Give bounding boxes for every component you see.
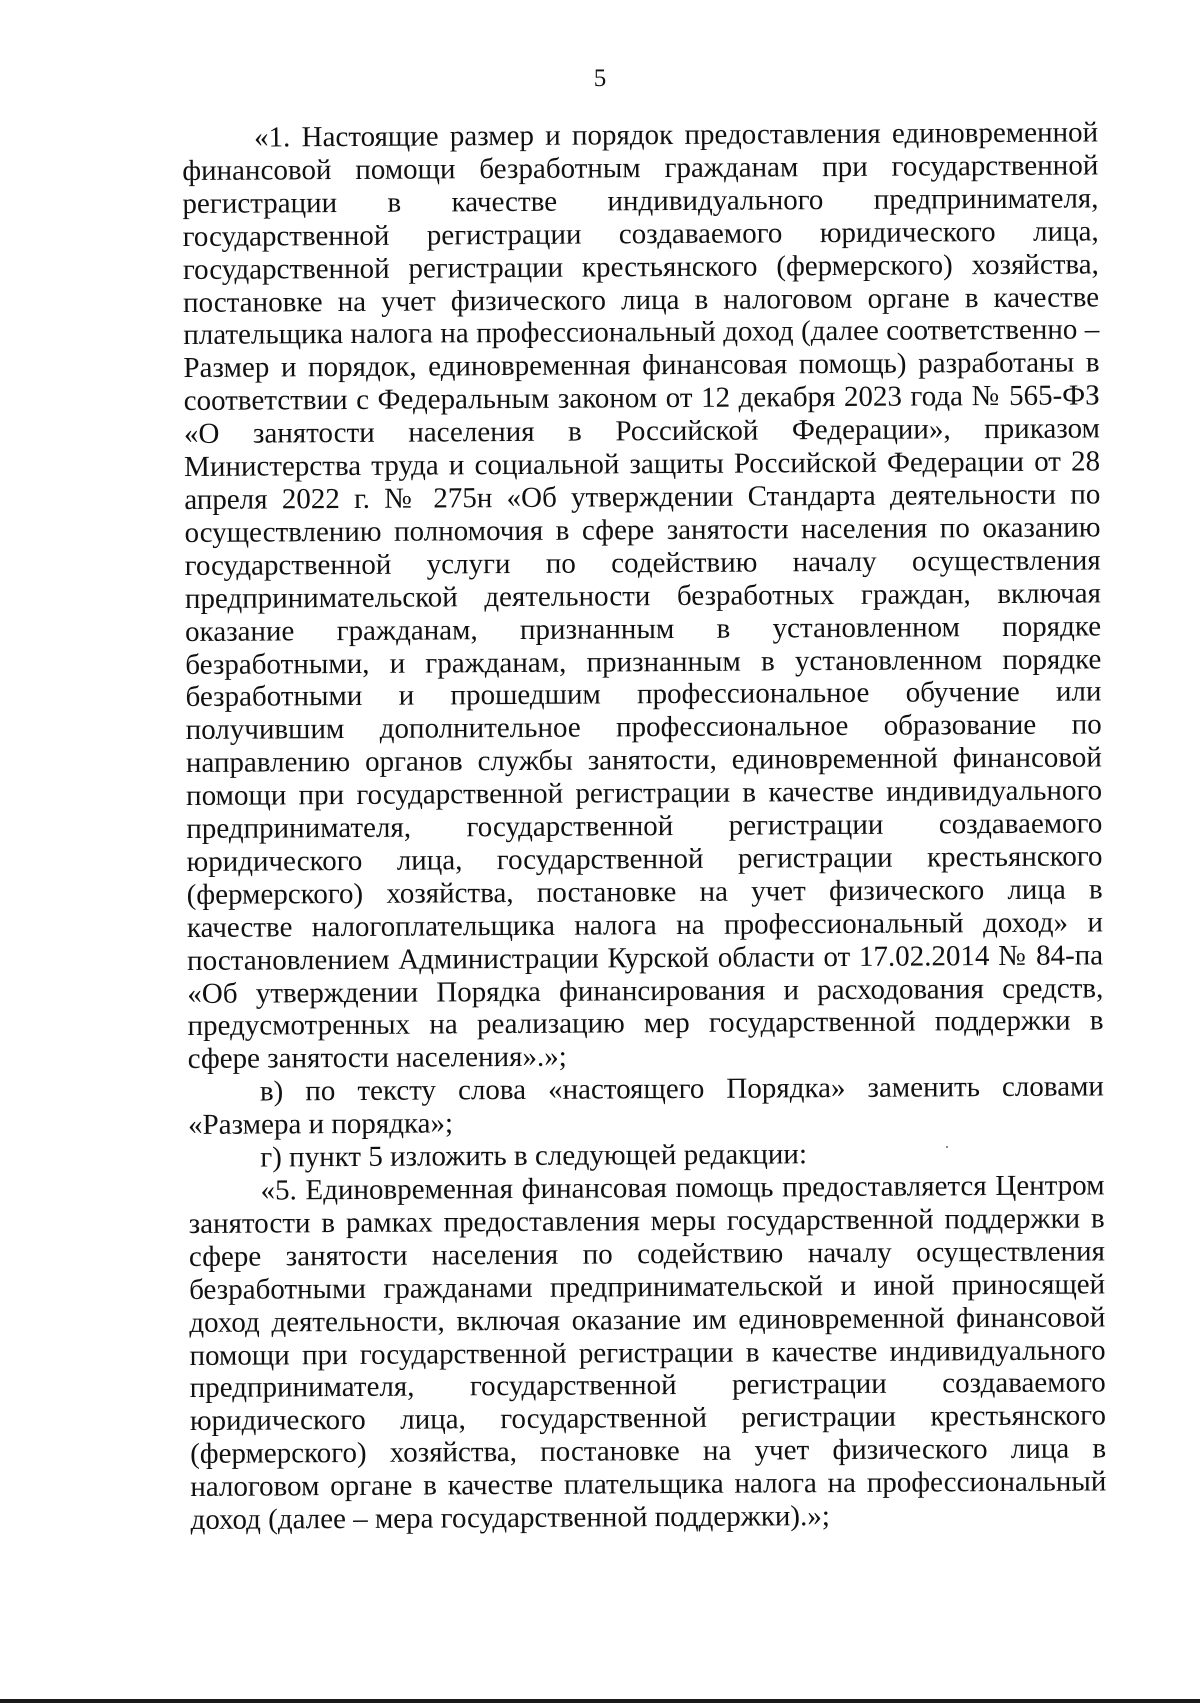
scan-speck [946,1146,948,1148]
scan-bottom-edge [0,1699,1200,1703]
paragraph-clause-5: «5. Единовременная финансовая помощь предоставляется Центром занятости в рамках предоставления меры государственной поддержки в сфере занятости населения по содействию началу осуществления безработными гражданами предпринимательской и иной приносящей доход деятельности, включая оказание им единовременной финансовой помощи при государственной регистрации в качестве индивидуального предпринимателя, государственной регистрации создаваемого юридического лица, государственной регистрации крестьянского (фермерского) хозяйства, постановке на учет физического лица в налоговом органе в качестве плательщика налога на профессиональный доход (далее – мера государственной поддержки).»; [188,1169,1107,1537]
paragraph-clause-1: «1. Настоящие размер и порядок предоставления единовременной финансовой помощи безработным гражданам при государственной регистрации в качестве индивидуального предпринимателя, государственной регистрации создаваемого юридического лица, государственной регистрации крестьянского (фермерского) хозяйства, постановке на учет физического лица в налоговом органе в качестве плательщика налога на профессиональный доход (далее соответственно – Размер и порядок, единовременная финансовая помощь) разработаны в соответствии с Федеральным законом от 12 декабря 2023 года № 565-ФЗ «О занятости населения в Российской Федерации», приказом Министерства труда и социальной защиты Российской Федерации от 28 апреля 2022 г. № 275н «Об утверждении Стандарта деятельности по осуществлению полномочия в сфере занятости населения по оказанию государственной услуги по содействию началу осуществления предпринимательской деятельности безработных граждан, включая оказание гражданам, признанным в установленном порядке безработными, и гражданам, признанным в установленном порядке безработными и прошедшим профессиональное обучение или получившим дополнительное профессиональное образование по направлению органов службы занятости, единовременной финансовой помощи при государственной регистрации в качестве индивидуального предпринимателя, государственной регистрации создаваемого юридического лица, государственной регистрации крестьянского (фермерского) хозяйства, постановке на учет физического лица в качестве налогоплательщика налога на профессиональный доход» и постановлением Администрации Курской области от 17.02.2014 № 84-па «Об утверждении Порядка финансирования и расходования средств, предусмотренных на реализацию мер государственной поддержки в сфере занятости населения».»; [182,116,1104,1076]
document-body [182,116,1107,1537]
paragraph-amendment-g: г) пункт 5 изложить в следующей редакции: [260,1138,808,1174]
paragraph-amendment-v: в) по тексту слова «настоящего Порядка» заменить словами «Размера и порядка»; [188,1070,1105,1142]
page-number: 5 [593,65,607,92]
